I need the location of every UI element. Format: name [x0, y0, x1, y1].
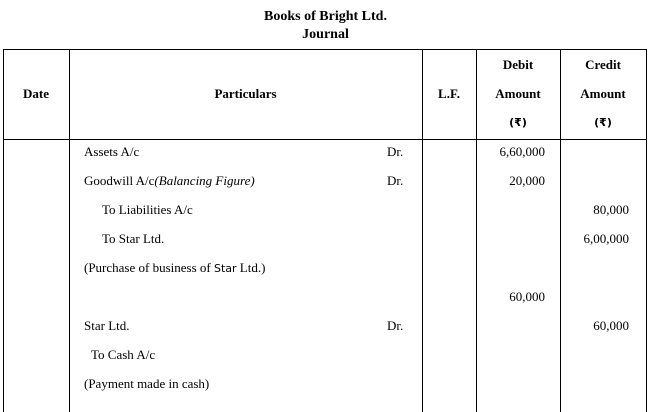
header-lf: L.F.	[438, 86, 460, 101]
particulars-cash: To Cash A/c	[91, 347, 156, 362]
dr-marker: Dr.	[387, 173, 404, 188]
header-debit-amount: Amount	[495, 86, 541, 101]
header-credit: Credit	[585, 57, 621, 72]
debit-amount: 6,60,000	[499, 144, 545, 159]
particulars-star-ltd: Star Ltd.	[84, 318, 130, 333]
header-credit-amount: Amount	[580, 86, 626, 101]
header-date: Date	[23, 86, 49, 101]
books-title: Books of Bright Ltd.	[264, 9, 387, 24]
dr-marker: Dr.	[387, 144, 404, 159]
narration-purchase: (Purchase of business of Star Ltd.)	[84, 260, 266, 275]
header-particulars: Particulars	[214, 86, 277, 101]
table-top-border	[3, 49, 646, 50]
col-border-date	[69, 49, 70, 412]
particulars-goodwill: Goodwill A/c(Balancing Figure)	[84, 173, 255, 188]
col-border-right	[646, 49, 647, 412]
credit-amount: 6,00,000	[583, 231, 629, 246]
debit-amount: 60,000	[509, 289, 545, 304]
col-border-particulars	[422, 49, 423, 412]
header-bottom-border	[3, 139, 646, 140]
debit-amount: 20,000	[509, 173, 545, 188]
credit-amount: 60,000	[593, 318, 629, 333]
dr-marker: Dr.	[387, 318, 404, 333]
journal-title: Journal	[302, 27, 349, 42]
header-debit-currency: (₹)	[509, 116, 527, 129]
narration-payment: (Payment made in cash)	[84, 376, 210, 391]
col-border-lf	[476, 49, 477, 412]
credit-amount: 80,000	[593, 202, 629, 217]
particulars-star: To Star Ltd.	[102, 231, 165, 246]
particulars-liabilities: To Liabilities A/c	[102, 202, 193, 217]
col-border-left	[3, 49, 4, 412]
header-debit: Debit	[502, 57, 534, 72]
header-credit-currency: (₹)	[594, 116, 612, 129]
goodwill-note: (Balancing Figure)	[154, 173, 255, 188]
particulars-assets: Assets A/c	[84, 144, 140, 159]
